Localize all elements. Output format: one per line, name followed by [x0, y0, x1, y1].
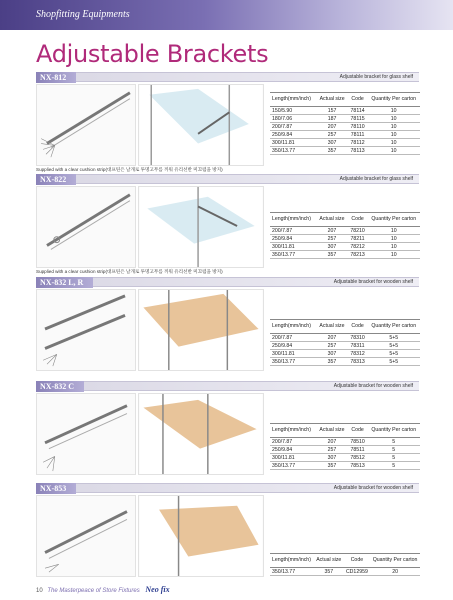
product-note: Supplied with a clear cushion strip(대프틴은 날개로 투명고무를 끼워 유리선반 미끄럼을 방지) [36, 269, 223, 274]
table-row [270, 358, 420, 366]
cell-size: 307 [316, 454, 347, 462]
cell-length: 350/13.77 [270, 358, 316, 366]
product-description: Adjustable bracket for wooden shelf [333, 485, 413, 491]
cell-length: 180/7.06 [270, 115, 316, 123]
header-bar [0, 0, 453, 30]
category-label: Shopfitting Equipments [36, 9, 130, 20]
cell-size: 357 [314, 568, 344, 576]
cell-qty: 10 [367, 123, 420, 131]
col-header-actual-size: Actual size [314, 554, 344, 568]
cell-code: 78310 [348, 334, 368, 342]
table-row [270, 235, 420, 243]
section-header [36, 483, 419, 493]
bracket-drawing [36, 84, 136, 166]
cell-code: 78312 [348, 350, 368, 358]
cell-length: 250/9.84 [270, 446, 316, 454]
page-title: Adjustable Brackets [36, 40, 269, 68]
col-header-code: Code [348, 213, 368, 227]
product-section-nx-812 [36, 72, 419, 172]
cell-code: 78213 [348, 251, 368, 259]
cell-length: 200/7.87 [270, 227, 316, 235]
cell-length: 200/7.87 [270, 438, 316, 446]
glass-shelf-photo [138, 186, 264, 268]
cell-length: 350/13.77 [270, 462, 316, 470]
table-row [270, 446, 420, 454]
col-header-length: Length(mm/inch) [270, 213, 316, 227]
cell-code: 78110 [348, 123, 368, 131]
spec-table [270, 212, 420, 259]
table-row [270, 454, 420, 462]
product-code: NX-812 [36, 72, 76, 83]
cell-length: 350/13.77 [270, 251, 316, 259]
cell-code: 78512 [348, 454, 368, 462]
table-row [270, 251, 420, 259]
cell-size: 257 [316, 446, 347, 454]
cell-qty: 10 [367, 235, 420, 243]
cell-code: 78111 [348, 131, 368, 139]
table-row [270, 131, 420, 139]
col-header-quantity: Quantity Per carton [370, 554, 420, 568]
cell-size: 257 [316, 131, 347, 139]
cell-code: 78212 [348, 243, 368, 251]
section-header [36, 277, 419, 287]
table-row [270, 243, 420, 251]
cell-length: 300/11.81 [270, 139, 316, 147]
col-header-actual-size: Actual size [316, 320, 347, 334]
cell-length: 300/11.81 [270, 350, 316, 358]
page-footer [36, 585, 170, 594]
cell-size: 187 [316, 115, 347, 123]
col-header-actual-size: Actual size [316, 424, 347, 438]
cell-code: 78211 [348, 235, 368, 243]
table-row [270, 350, 420, 358]
cell-qty: 5 [367, 446, 420, 454]
product-images [36, 289, 266, 371]
cell-size: 207 [316, 438, 347, 446]
cell-size: 257 [316, 235, 347, 243]
col-header-quantity: Quantity Per carton [367, 320, 420, 334]
cell-length: 250/9.84 [270, 235, 316, 243]
cell-qty: 5 [367, 438, 420, 446]
cell-size: 207 [316, 334, 347, 342]
cell-code: 78311 [348, 342, 368, 350]
wooden-shelf-photo [138, 495, 264, 577]
table-row [270, 462, 420, 470]
cell-code: 78313 [348, 358, 368, 366]
cell-qty: 5 [367, 454, 420, 462]
cell-size: 307 [316, 243, 347, 251]
cell-length: 250/9.84 [270, 131, 316, 139]
cell-code: 78113 [348, 147, 368, 155]
cell-length: 300/11.81 [270, 243, 316, 251]
col-header-code: Code [348, 320, 368, 334]
footer-tagline: The Masterpeace of Store Fixtures [47, 588, 140, 594]
product-section-nx-832-lr [36, 277, 419, 377]
cell-size: 257 [316, 342, 347, 350]
cell-size: 357 [316, 462, 347, 470]
product-images [36, 186, 266, 268]
cell-size: 357 [316, 147, 347, 155]
bracket-drawing [36, 393, 136, 475]
cell-length: 350/13.77 [270, 147, 316, 155]
cell-qty: 5+5 [367, 334, 420, 342]
col-header-code: Code [348, 93, 368, 107]
cell-qty: 10 [367, 227, 420, 235]
section-header [36, 381, 419, 391]
wooden-shelf-photo [138, 393, 264, 475]
table-row [270, 107, 420, 115]
cell-qty: 10 [367, 243, 420, 251]
product-code: NX-832 L, R [36, 277, 93, 288]
cell-qty: 5+5 [367, 350, 420, 358]
product-description: Adjustable bracket for glass shelf [339, 74, 413, 80]
product-section-nx-822 [36, 174, 419, 274]
cell-qty: 10 [367, 147, 420, 155]
cell-code: 78210 [348, 227, 368, 235]
col-header-code: Code [344, 554, 371, 568]
cell-code: 78511 [348, 446, 368, 454]
cell-size: 307 [316, 139, 347, 147]
cell-size: 207 [316, 123, 347, 131]
table-row [270, 147, 420, 155]
table-row [270, 334, 420, 342]
product-description: Adjustable bracket for glass shelf [339, 176, 413, 182]
table-row [270, 227, 420, 235]
product-images [36, 495, 266, 577]
col-header-quantity: Quantity Per carton [367, 93, 420, 107]
cell-qty: 10 [367, 251, 420, 259]
brand-logo: Neo fix [145, 585, 170, 594]
cell-length: 200/7.87 [270, 123, 316, 131]
cell-qty: 10 [367, 115, 420, 123]
cell-qty: 10 [367, 107, 420, 115]
table-row [270, 342, 420, 350]
spec-table [270, 553, 420, 576]
cell-qty: 5 [367, 462, 420, 470]
product-images [36, 84, 266, 166]
col-header-length: Length(mm/inch) [270, 320, 316, 334]
product-images [36, 393, 266, 475]
table-row [270, 568, 420, 576]
cell-code: 78115 [348, 115, 368, 123]
cell-length: 350/13.77 [270, 568, 314, 576]
section-header [36, 72, 419, 82]
spec-table [270, 423, 420, 470]
product-note: Supplied with a clear cushion strip(대프틴은 날개로 투명고무를 끼워 유리선반 미끄럼을 방지) [36, 167, 223, 172]
product-code: NX-853 [36, 483, 76, 494]
section-header [36, 174, 419, 184]
cell-code: CD12959 [344, 568, 371, 576]
page-number: 10 [36, 588, 43, 594]
table-row [270, 139, 420, 147]
cell-code: 78510 [348, 438, 368, 446]
product-code: NX-822 [36, 174, 76, 185]
cell-code: 78114 [348, 107, 368, 115]
cell-qty: 5+5 [367, 342, 420, 350]
cell-size: 357 [316, 358, 347, 366]
cell-size: 357 [316, 251, 347, 259]
cell-size: 207 [316, 227, 347, 235]
col-header-actual-size: Actual size [316, 93, 347, 107]
table-row [270, 123, 420, 131]
col-header-quantity: Quantity Per carton [367, 424, 420, 438]
bracket-drawing [36, 186, 136, 268]
cell-size: 157 [316, 107, 347, 115]
bracket-drawing [36, 289, 136, 371]
cell-length: 300/11.81 [270, 454, 316, 462]
cell-length: 200/7.87 [270, 334, 316, 342]
cell-code: 78513 [348, 462, 368, 470]
product-code: NX-832 C [36, 381, 84, 392]
cell-size: 307 [316, 350, 347, 358]
col-header-length: Length(mm/inch) [270, 93, 316, 107]
col-header-actual-size: Actual size [316, 213, 347, 227]
wooden-shelf-photo [138, 289, 264, 371]
spec-table [270, 92, 420, 155]
col-header-code: Code [348, 424, 368, 438]
cell-qty: 20 [370, 568, 420, 576]
cell-code: 78112 [348, 139, 368, 147]
product-section-nx-832-c [36, 381, 419, 481]
col-header-quantity: Quantity Per carton [367, 213, 420, 227]
cell-length: 150/5.90 [270, 107, 316, 115]
product-description: Adjustable bracket for wooden shelf [333, 383, 413, 389]
spec-table [270, 319, 420, 366]
product-description: Adjustable bracket for wooden shelf [333, 279, 413, 285]
bracket-drawing [36, 495, 136, 577]
cell-length: 250/9.84 [270, 342, 316, 350]
col-header-length: Length(mm/inch) [270, 554, 314, 568]
cell-qty: 10 [367, 139, 420, 147]
cell-qty: 10 [367, 131, 420, 139]
table-row [270, 438, 420, 446]
cell-qty: 5+5 [367, 358, 420, 366]
table-row [270, 115, 420, 123]
product-section-nx-853 [36, 483, 419, 583]
col-header-length: Length(mm/inch) [270, 424, 316, 438]
glass-shelf-photo [138, 84, 264, 166]
